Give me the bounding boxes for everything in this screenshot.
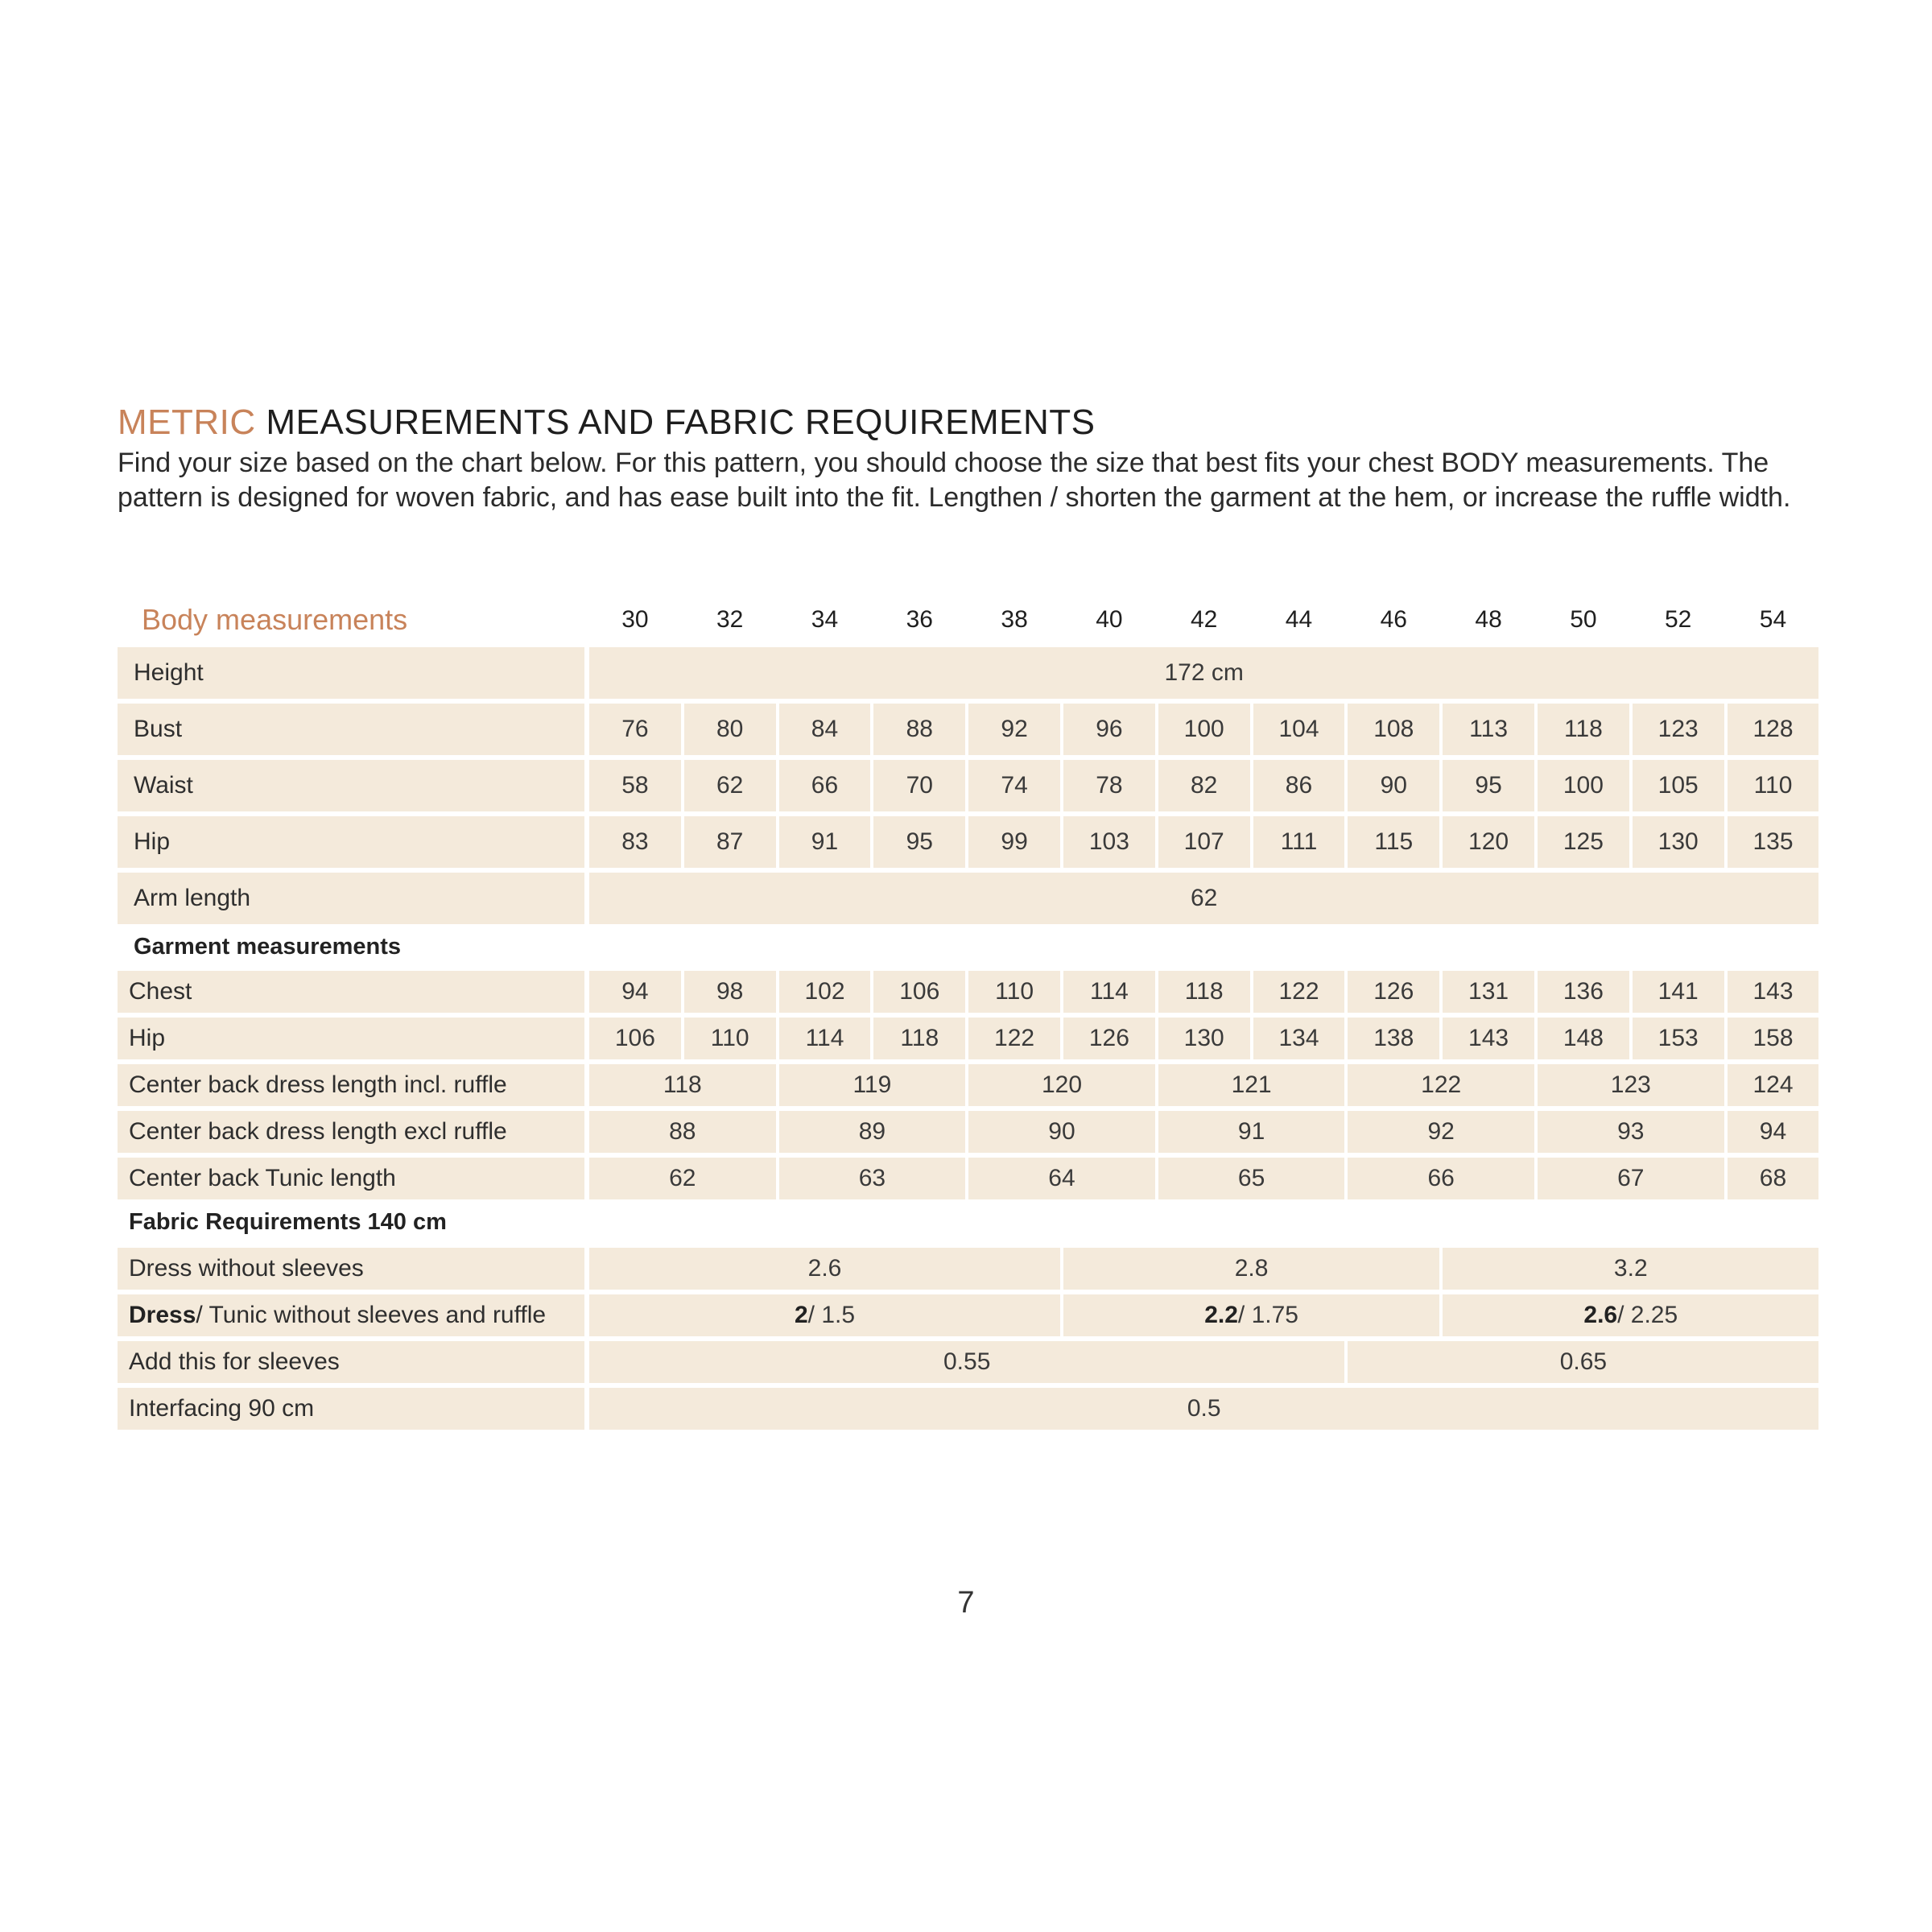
- value-cell: 118: [873, 1018, 965, 1059]
- value-cell: 128: [1728, 704, 1819, 755]
- value-cell: 82: [1158, 760, 1250, 811]
- row-label-text: Center back Tunic length: [129, 1165, 396, 1191]
- value-cell: 148: [1538, 1018, 1629, 1059]
- merged-value-cell: [968, 1111, 1155, 1153]
- value-text: 120: [1041, 1071, 1083, 1098]
- row-label-text: Chest: [129, 978, 192, 1005]
- row-label: [118, 647, 584, 699]
- row-label: [118, 1111, 584, 1153]
- value-text: 64: [1048, 1165, 1075, 1191]
- value-cell: 115: [1348, 816, 1439, 868]
- value-cell: 131: [1443, 971, 1534, 1013]
- value-cell: 138: [1348, 1018, 1439, 1059]
- garment-measurements-title: Garment measurements: [134, 933, 402, 960]
- merged-value-cell: [589, 1111, 776, 1153]
- value-cell: 114: [779, 1018, 871, 1059]
- row-label-text: Add this for sleeves: [129, 1348, 340, 1375]
- body-measurements-title: Body measurements: [142, 603, 408, 636]
- value-cell: 66: [779, 760, 871, 811]
- merged-value-cell: [589, 1248, 1060, 1290]
- value-text: 2.8: [1234, 1255, 1269, 1282]
- merged-value-cell: [1158, 1064, 1345, 1106]
- value-cell: 76: [589, 704, 681, 755]
- merged-value-cell: [1728, 1064, 1819, 1106]
- value-bold: 2.2: [1204, 1302, 1238, 1328]
- title-accent: METRIC: [118, 402, 256, 442]
- size-header: 40: [1096, 606, 1123, 633]
- merged-value-cell: [1443, 1248, 1818, 1290]
- row-label-text: Waist: [134, 772, 193, 799]
- value-cell: 87: [684, 816, 776, 868]
- size-header: 30: [621, 606, 649, 633]
- value-cell: 143: [1728, 971, 1819, 1013]
- size-header: 54: [1759, 606, 1787, 633]
- value-cell: 113: [1443, 704, 1534, 755]
- size-header: 50: [1570, 606, 1597, 633]
- merged-value-cell: [1348, 1064, 1534, 1106]
- merged-value-cell: [1538, 1158, 1724, 1199]
- value-cell: 120: [1443, 816, 1534, 868]
- row-label: [118, 1158, 584, 1199]
- fabric-requirements-title: Fabric Requirements 140 cm: [129, 1208, 447, 1235]
- row-label-text: Height: [134, 659, 204, 686]
- value-cell: 122: [968, 1018, 1060, 1059]
- value-text: 124: [1752, 1071, 1794, 1098]
- value-cell: 103: [1063, 816, 1155, 868]
- value-cell: 105: [1633, 760, 1724, 811]
- row-label-text: Interfacing 90 cm: [129, 1395, 315, 1422]
- merged-value-cell: [779, 1111, 966, 1153]
- value-text: 123: [1610, 1071, 1651, 1098]
- value-text: / 1.75: [1237, 1302, 1298, 1328]
- value-text: 0.55: [943, 1348, 991, 1375]
- value-cell: 96: [1063, 704, 1155, 755]
- merged-value-cell: [1538, 1064, 1724, 1106]
- row-label-bold: Dress: [129, 1302, 196, 1328]
- value-cell: 62: [684, 760, 776, 811]
- intro-text: Find your size based on the chart below. For this pattern, you should choose the size that best fits your chest BODY measurements. The pattern is designed for woven fabric, and has ease built into the fit. Lengthen / shorten the garment at the hem, or increase the ruffle width.: [118, 448, 1791, 513]
- value-cell: 90: [1348, 760, 1439, 811]
- value-cell: 70: [873, 760, 965, 811]
- value-text: 62: [1191, 885, 1218, 911]
- value-text: 89: [858, 1118, 886, 1145]
- merged-value-cell: [589, 1064, 776, 1106]
- value-text: 0.65: [1559, 1348, 1608, 1375]
- value-cell: 95: [873, 816, 965, 868]
- value-text: 119: [852, 1071, 892, 1098]
- value-cell: 95: [1443, 760, 1534, 811]
- merged-value-cell: [779, 1158, 966, 1199]
- page-number: 7: [957, 1586, 975, 1620]
- value-bold: 2.6: [1583, 1302, 1618, 1328]
- value-cell: 88: [873, 704, 965, 755]
- merged-value-cell: [1063, 1248, 1439, 1290]
- value-text: 0.5: [1187, 1395, 1221, 1422]
- value-cell: 126: [1348, 971, 1439, 1013]
- page-title: [118, 402, 1096, 443]
- value-cell: 74: [968, 760, 1060, 811]
- merged-value-cell: [1158, 1158, 1345, 1199]
- merged-value-cell: [1538, 1111, 1724, 1153]
- value-cell: 158: [1728, 1018, 1819, 1059]
- value-text: 68: [1759, 1165, 1787, 1191]
- size-chart: [118, 596, 1816, 1441]
- row-label: [118, 1388, 584, 1430]
- value-text: 94: [1759, 1118, 1787, 1145]
- merged-value-cell: [1158, 1111, 1345, 1153]
- size-header: 42: [1191, 606, 1218, 633]
- value-cell: 125: [1538, 816, 1629, 868]
- merged-value-cell: [589, 1341, 1344, 1383]
- size-header: 34: [811, 606, 839, 633]
- value-cell: 58: [589, 760, 681, 811]
- value-text: 2.6: [807, 1255, 842, 1282]
- value-cell: 123: [1633, 704, 1724, 755]
- size-header: 32: [716, 606, 744, 633]
- value-cell: 153: [1633, 1018, 1724, 1059]
- size-header: 46: [1380, 606, 1407, 633]
- merged-value-cell: [1728, 1158, 1819, 1199]
- value-text: / 2.25: [1617, 1302, 1678, 1328]
- title-rest: MEASUREMENTS AND FABRIC REQUIREMENTS: [266, 402, 1096, 442]
- value-cell: 100: [1158, 704, 1250, 755]
- merged-value-cell: [1348, 1341, 1818, 1383]
- value-text: 92: [1427, 1118, 1455, 1145]
- merged-value-cell: [1728, 1111, 1819, 1153]
- size-header: 38: [1001, 606, 1028, 633]
- row-label-text: Bust: [134, 716, 183, 742]
- value-text: 118: [663, 1071, 702, 1098]
- value-cell: 108: [1348, 704, 1439, 755]
- size-header: 48: [1475, 606, 1502, 633]
- row-label-text: Center back dress length incl. ruffle: [129, 1071, 507, 1098]
- row-label: [118, 1341, 584, 1383]
- value-cell: 106: [873, 971, 965, 1013]
- value-cell: 122: [1253, 971, 1345, 1013]
- value-text: 63: [858, 1165, 886, 1191]
- value-cell: 78: [1063, 760, 1155, 811]
- row-label: [118, 704, 584, 755]
- value-text: 67: [1617, 1165, 1645, 1191]
- value-cell: 80: [684, 704, 776, 755]
- value-cell: 118: [1538, 704, 1629, 755]
- value-cell: 98: [684, 971, 776, 1013]
- merged-value-cell: [1348, 1158, 1534, 1199]
- value-cell: 141: [1633, 971, 1724, 1013]
- value-cell: 102: [779, 971, 871, 1013]
- value-cell: 114: [1063, 971, 1155, 1013]
- value-cell: 110: [684, 1018, 776, 1059]
- merged-value-cell: [589, 1294, 1060, 1336]
- size-header: 44: [1285, 606, 1313, 633]
- row-label-text: Hip: [134, 828, 171, 855]
- value-text: 62: [669, 1165, 696, 1191]
- value-text: / 1.5: [807, 1302, 856, 1328]
- row-label: [118, 1294, 584, 1336]
- value-text: 65: [1237, 1165, 1265, 1191]
- row-label: [118, 1064, 584, 1106]
- row-label: [118, 873, 584, 924]
- value-text: 122: [1421, 1071, 1462, 1098]
- row-label-text: Center back dress length excl ruffle: [129, 1118, 507, 1145]
- value-text: 93: [1617, 1118, 1645, 1145]
- value-cell: 118: [1158, 971, 1250, 1013]
- value-cell: 110: [968, 971, 1060, 1013]
- value-cell: 84: [779, 704, 871, 755]
- value-cell: 143: [1443, 1018, 1534, 1059]
- value-cell: 83: [589, 816, 681, 868]
- value-cell: 106: [589, 1018, 681, 1059]
- row-label: [118, 816, 584, 868]
- row-label-text: Hip: [129, 1025, 166, 1051]
- value-cell: 130: [1633, 816, 1724, 868]
- value-cell: 91: [779, 816, 871, 868]
- row-label: [118, 1018, 584, 1059]
- value-text: 66: [1427, 1165, 1455, 1191]
- row-label-text: / Tunic without sleeves and ruffle: [196, 1302, 547, 1328]
- size-header: 52: [1665, 606, 1692, 633]
- row-label: [118, 760, 584, 811]
- value-text: 91: [1237, 1118, 1265, 1145]
- merged-value-cell: [589, 873, 1818, 924]
- value-cell: 134: [1253, 1018, 1345, 1059]
- value-cell: 135: [1728, 816, 1819, 868]
- value-cell: 94: [589, 971, 681, 1013]
- row-label-text: Arm length: [134, 885, 251, 911]
- merged-value-cell: [589, 1388, 1818, 1430]
- merged-value-cell: [589, 1158, 776, 1199]
- merged-value-cell: [1443, 1294, 1818, 1336]
- merged-value-cell: [968, 1158, 1155, 1199]
- value-cell: 100: [1538, 760, 1629, 811]
- value-cell: 92: [968, 704, 1060, 755]
- value-cell: 111: [1253, 816, 1345, 868]
- size-header: 36: [906, 606, 933, 633]
- merged-value-cell: [589, 647, 1818, 699]
- value-cell: 110: [1728, 760, 1819, 811]
- row-label: [118, 1248, 584, 1290]
- merged-value-cell: [779, 1064, 966, 1106]
- value-text: 90: [1048, 1118, 1075, 1145]
- value-cell: 104: [1253, 704, 1345, 755]
- value-text: 172 cm: [1164, 659, 1244, 686]
- value-text: 88: [669, 1118, 696, 1145]
- row-label-text: Dress without sleeves: [129, 1255, 364, 1282]
- value-bold: 2: [794, 1302, 808, 1328]
- value-cell: 99: [968, 816, 1060, 868]
- merged-value-cell: [1348, 1111, 1534, 1153]
- value-cell: 136: [1538, 971, 1629, 1013]
- merged-value-cell: [1063, 1294, 1439, 1336]
- row-label: [118, 971, 584, 1013]
- value-cell: 86: [1253, 760, 1345, 811]
- value-text: 3.2: [1613, 1255, 1648, 1282]
- value-cell: 107: [1158, 816, 1250, 868]
- value-text: 121: [1231, 1071, 1272, 1098]
- merged-value-cell: [968, 1064, 1155, 1106]
- value-cell: 126: [1063, 1018, 1155, 1059]
- value-cell: 130: [1158, 1018, 1250, 1059]
